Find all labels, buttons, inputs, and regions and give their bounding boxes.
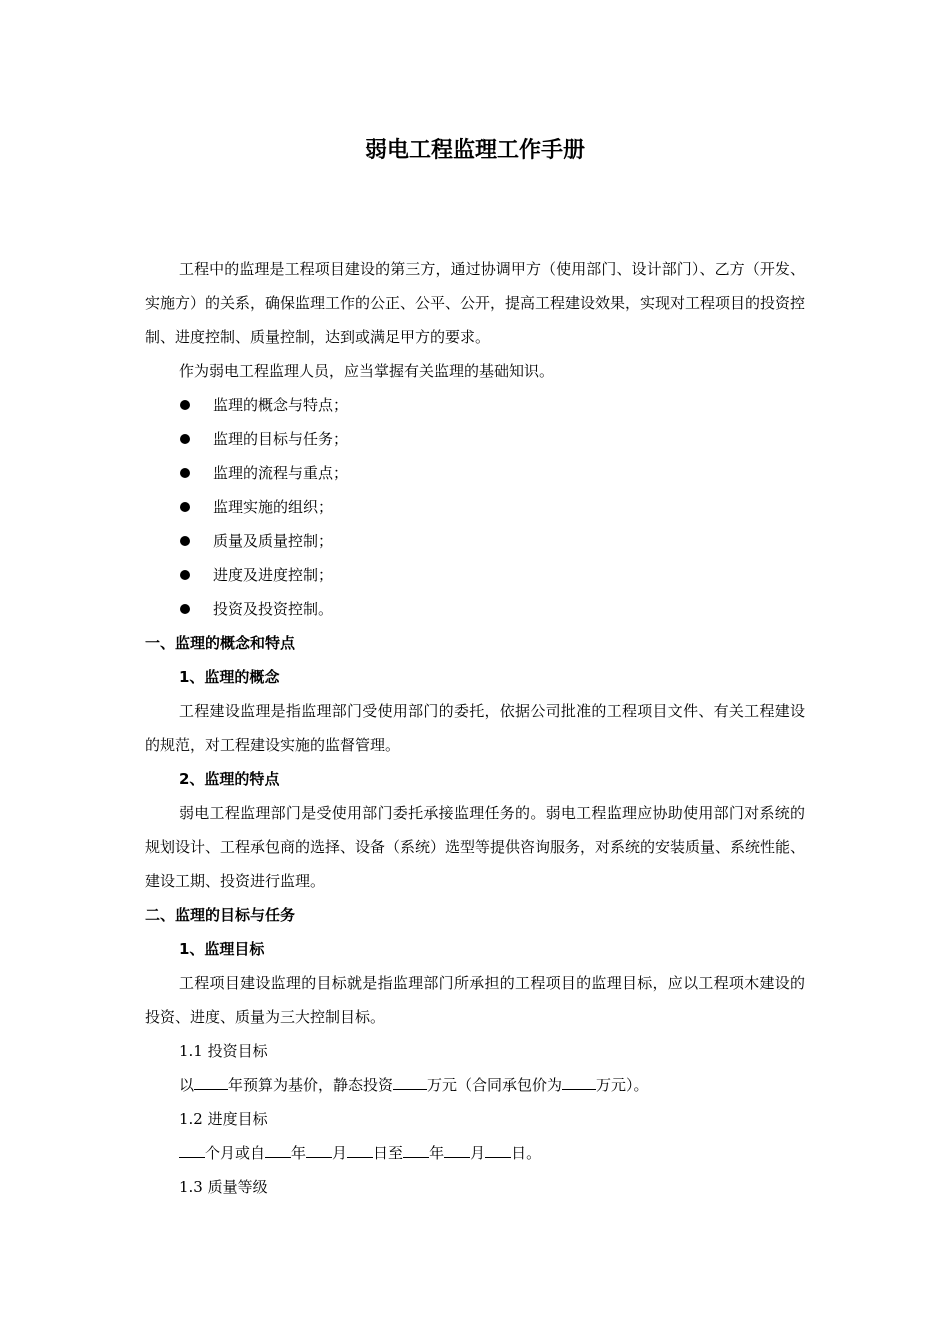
blank-field[interactable] [306,1142,332,1158]
section-1-2-text: 弱电工程监理部门是受使用部门委托承接监理任务的。弱电工程监理应协助使用部门对系统的规划设计、工程承包商的选择、设备（系统）选型等提供咨询服务，对系统的安装质量、系统性能、建设工期、投资进行监理。 [145,804,806,890]
bullet-dot-icon [180,604,190,614]
fill-text: 日。 [511,1144,542,1162]
list-item [145,490,805,524]
list-item-text: 监理的概念与特点； [213,396,349,414]
fill-text: 以 [179,1076,195,1094]
blank-field[interactable] [444,1142,470,1158]
investment-target-line [145,1068,805,1102]
schedule-target-label: 1.2 进度目标 [179,1110,268,1128]
section-1-1-heading: 1、监理的概念 [179,668,280,686]
list-item-text: 进度及进度控制； [213,566,334,584]
list-item [145,592,805,626]
document-title: 弱电工程监理工作手册 [364,138,585,163]
bullet-dot-icon [180,434,190,444]
blank-field[interactable] [347,1142,373,1158]
quality-grade-label: 1.3 质量等级 [179,1178,268,1196]
fill-text: 万元（合同承包价为 [427,1076,563,1094]
blank-field[interactable] [403,1142,429,1158]
list-item [145,524,805,558]
list-item [145,456,805,490]
list-item-text: 质量及质量控制； [213,532,334,550]
section-1-heading: 一、监理的概念和特点 [145,634,296,652]
fill-text: 个月或自 [205,1144,266,1162]
intro-paragraph: 工程中的监理是工程项目建设的第三方，通过协调甲方（使用部门、设计部门）、乙方（开发、实施方）的关系，确保监理工作的公正、公平、公开，提高工程建设效果，实现对工程项目的投资控制、进度控制、质量控制，达到或满足甲方的要求。 [145,260,806,346]
section-2-heading: 二、监理的目标与任务 [145,906,296,924]
fill-text: 年 [429,1144,445,1162]
section-2-1-text: 工程项目建设监理的目标就是指监理部门所承担的工程项目的监理目标，应以工程项木建设的投资、进度、质量为三大控制目标。 [145,974,805,1026]
blank-field[interactable] [179,1142,205,1158]
fill-text: 月 [332,1144,348,1162]
bullet-dot-icon [180,400,190,410]
fill-text: 万元）。 [596,1076,649,1094]
knowledge-list [145,388,805,626]
section-1-1-text: 工程建设监理是指监理部门受使用部门的委托，依据公司批准的工程项目文件、有关工程建设的规范，对工程建设实施的监督管理。 [145,702,805,754]
fill-text: 年预算为基价，静态投资 [228,1076,394,1094]
bullet-dot-icon [180,536,190,546]
list-item-text: 监理实施的组织； [213,498,334,516]
list-item [145,388,805,422]
list-item [145,558,805,592]
blank-field[interactable] [485,1142,511,1158]
fill-text: 月 [470,1144,486,1162]
fill-text: 年 [291,1144,307,1162]
bullet-dot-icon [180,502,190,512]
fill-text: 日至 [373,1144,404,1162]
section-2-1-heading: 1、监理目标 [179,940,265,958]
bullet-dot-icon [180,468,190,478]
list-item-text: 监理的流程与重点； [213,464,349,482]
list-item-text: 监理的目标与任务； [213,430,349,448]
list-item-text: 投资及投资控制。 [213,600,334,618]
intro-knowledge-paragraph: 作为弱电工程监理人员，应当掌握有关监理的基础知识。 [179,362,555,380]
section-1-2-heading: 2、监理的特点 [179,770,280,788]
bullet-dot-icon [180,570,190,580]
investment-target-label: 1.1 投资目标 [179,1042,268,1060]
blank-field[interactable] [562,1074,596,1090]
blank-field[interactable] [194,1074,228,1090]
document-body [145,252,805,1204]
list-item [145,422,805,456]
blank-field[interactable] [265,1142,291,1158]
schedule-target-line [145,1136,805,1170]
blank-field[interactable] [393,1074,427,1090]
